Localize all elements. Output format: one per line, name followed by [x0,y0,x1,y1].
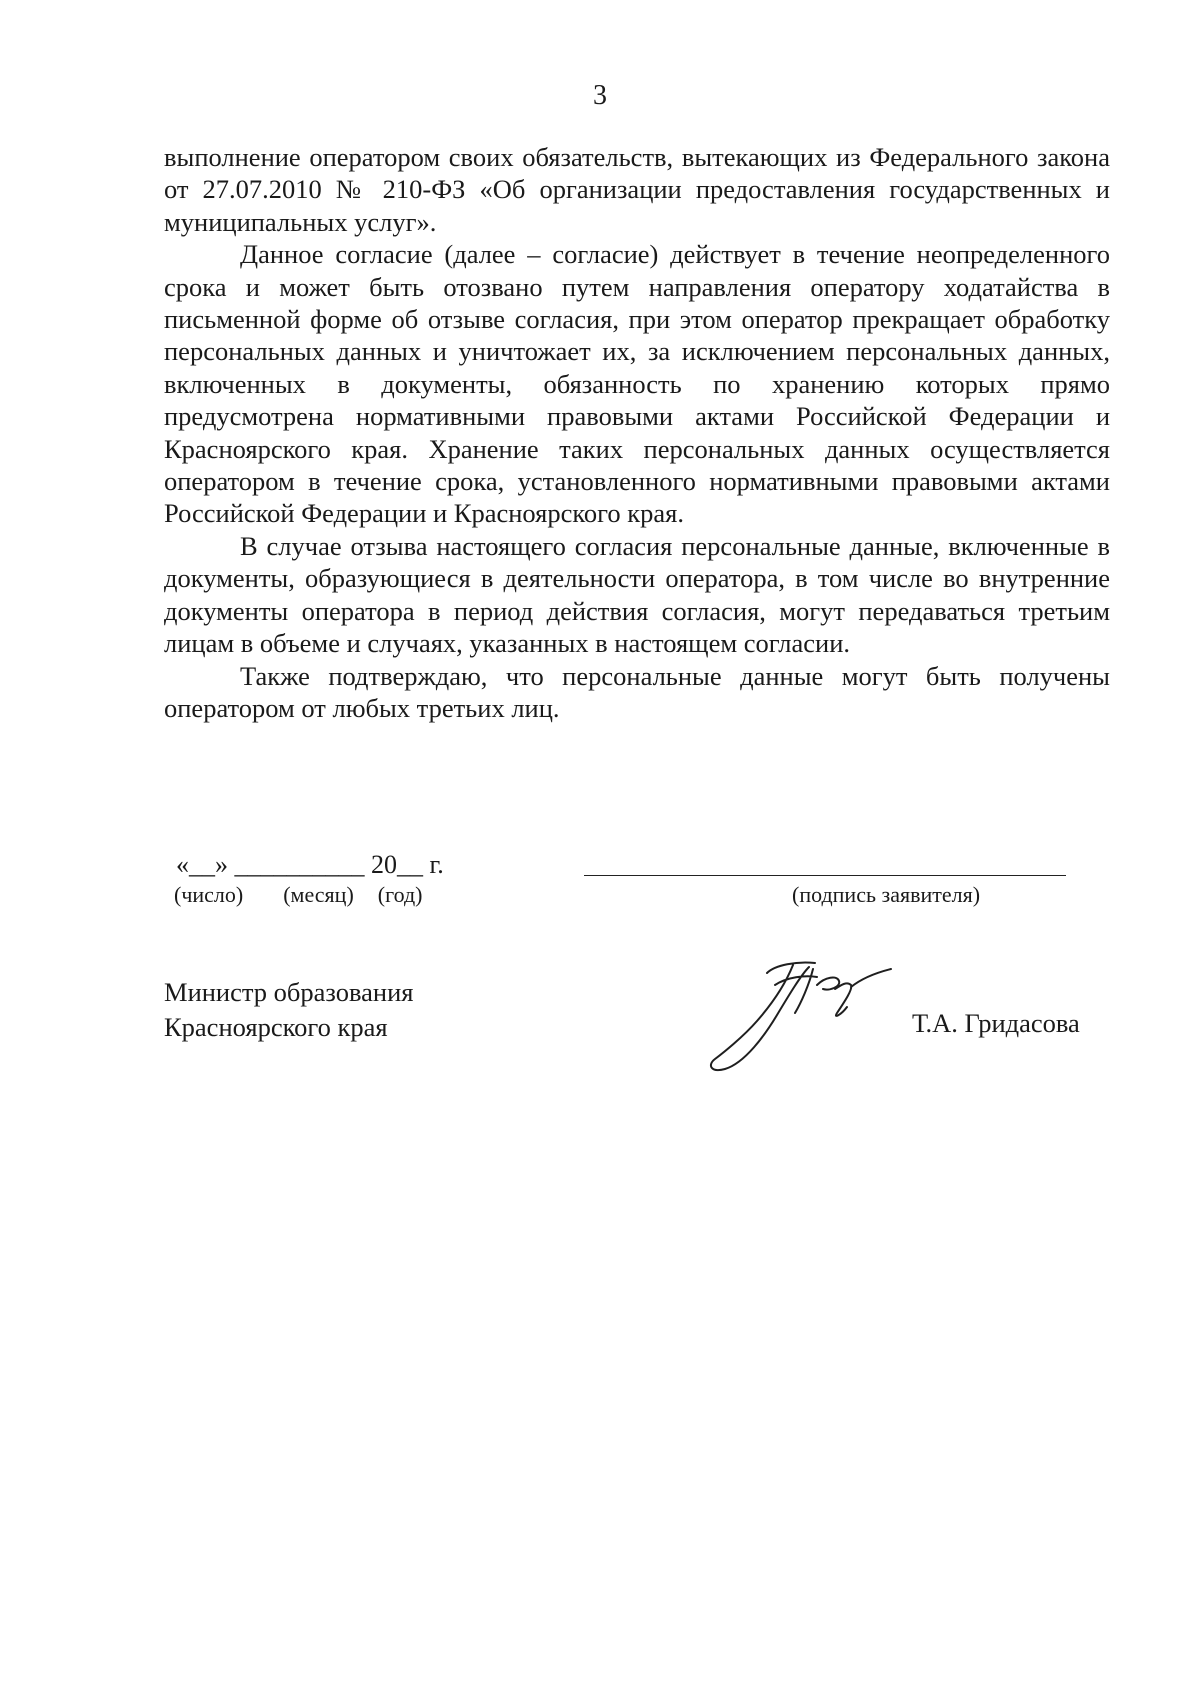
paragraph-4: Также подтверждаю, что персональные данные могут быть получены оператором от любых третьих лиц. [164,660,1110,723]
official-title-line-1: Министр образования [164,977,414,1007]
paragraph-3: В случае отзыва настоящего согласия персональные данные, включенные в документы, образующиеся в деятельности оператора, в том числе во внутренние документы оператора в период действия согласия, могут передаваться третьим лицам в объеме и случаях, указанных в настоящем согласии. [164,530,1110,659]
date-field-line: «__» __________ 20__ г. [176,850,444,879]
handwritten-signature-icon [705,955,895,1075]
paragraph-2: Данное согласие (далее – согласие) действует в течение неопределенного срока и может быть отозвано путем направления оператору ходатайства в письменной форме об отзыве согласия, при этом оператор прекращает обработку персональных данных и уничтожает их, за исключением персональных данных, включенных в документы, обязанность по хранению которых прямо предусмотрена нормативными правовыми актами Российской Федерации и Красноярского края. Хранение таких персональных данных осуществляется оператором в течение срока, установленного нормативными правовыми актами Российской Федерации и Красноярского края. [164,239,1110,529]
date-caption-year: (год) [377,882,423,907]
date-caption-day: (число) [174,882,244,907]
applicant-signature-line [584,875,1066,876]
document-body [164,141,1110,724]
page-number: 3 [593,80,607,111]
applicant-signature-caption: (подпись заявителя) [792,882,981,907]
official-title [164,975,413,1045]
official-title-line-2: Красноярского края [164,1012,388,1042]
date-field-captions [174,882,422,908]
official-name: Т.А. Гридасова [912,1008,1080,1038]
date-caption-month: (месяц) [283,882,354,907]
paragraph-1: выполнение оператором своих обязательств, вытекающих из Федерального закона от 27.07.2010 № 210-ФЗ «Об организации предоставления государственных и муниципальных услуг». [164,142,1110,237]
